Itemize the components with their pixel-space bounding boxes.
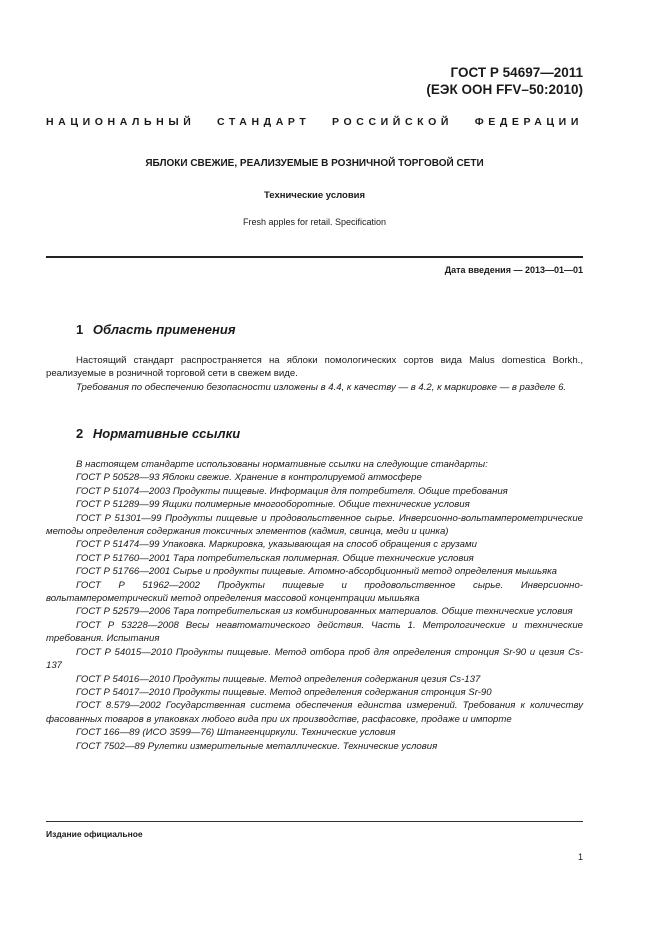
official-edition-label: Издание официальное	[46, 829, 143, 839]
gost-number: ГОСТ Р 54697—2011	[450, 65, 583, 80]
reference-item: ГОСТ Р 52579—2006 Тара потребительская из комбинированных материалов. Общие технические условия	[76, 606, 573, 618]
section-references	[46, 426, 583, 753]
reference-item: ГОСТ Р 50528—93 Яблоки свежие. Хранение в контролируемой атмосфере	[76, 472, 422, 484]
section-title: Нормативные ссылки	[92, 426, 241, 441]
reference-item: ГОСТ Р 51289—99 Ящики полимерные многооборотные. Общие технические условия	[76, 499, 470, 511]
section-heading	[46, 322, 583, 337]
reference-item: ГОСТ Р 54017—2010 Продукты пищевые. Метод определения содержания стронция Sr-90	[76, 686, 492, 698]
header-divider	[46, 256, 583, 258]
section-body	[46, 458, 583, 753]
reference-item: ГОСТ 7502—89 Рулетки измерительные металлические. Технические условия	[76, 740, 438, 752]
section-number: 1	[76, 322, 84, 337]
reference-item: ГОСТ Р 51766—2001 Сырье и продукты пищевые. Атомно-абсорбционный метод определения мышьяка	[76, 566, 558, 578]
reference-item: ГОСТ Р 54016—2010 Продукты пищевые. Метод определения содержания цезия Cs-137	[76, 673, 481, 685]
reference-item: ГОСТ Р 51301—99 Продукты пищевые и продовольственное сырье. Инверсионно-вольтамперометрические методы определения содержания токсичных элементов (кадмия, свинца, меди и цинка)	[46, 512, 583, 538]
national-standard-banner	[46, 116, 583, 128]
section-title: Область применения	[92, 322, 236, 337]
national-word-4: ФЕДЕРАЦИИ	[474, 116, 583, 128]
document-subtitle: Технические условия	[263, 190, 366, 201]
national-word-2: СТАНДАРТ	[217, 116, 311, 128]
reference-item: ГОСТ 166—89 (ИСО 3599—76) Штангенциркули. Технические условия	[76, 727, 396, 739]
reference-item: ГОСТ Р 51074—2003 Продукты пищевые. Информация для потребителя. Общие требования	[76, 485, 508, 497]
reference-item: ГОСТ 8.579—2002 Государственная система обеспечения единства измерений. Требования к количеству фасованных товаров в упаковках любого вида при их производстве, расфасовке, продаже и импорте	[46, 700, 583, 725]
paragraph: В настоящем стандарте использованы нормативные ссылки на следующие стандарты:	[76, 459, 488, 470]
national-word-3: РОССИЙСКОЙ	[332, 116, 454, 128]
reference-item: ГОСТ Р 51760—2001 Тара потребительская полимерная. Общие технические условия	[76, 552, 474, 564]
section-scope	[46, 322, 583, 394]
national-word-1: НАЦИОНАЛЬНЫЙ	[46, 116, 196, 128]
section-number: 2	[76, 426, 84, 441]
footer-divider	[46, 821, 583, 822]
introduction-date: Дата введения — 2013—01—01	[444, 265, 583, 275]
paragraph: Настоящий стандарт распространяется на яблоки помологических сортов вида Malus domestica Borkh., реализуемые в розничной торговой сети в свежем виде.	[46, 355, 583, 380]
gost-code-block	[426, 64, 583, 98]
document-title: ЯБЛОКИ СВЕЖИЕ, РЕАЛИЗУЕМЫЕ В РОЗНИЧНОЙ ТОРГОВОЙ СЕТИ	[145, 158, 484, 169]
page-number: 1	[577, 852, 583, 862]
reference-item: ГОСТ Р 54015—2010 Продукты пищевые. Метод отбора проб для определения стронция Sr-90 и цезия Cs-137	[46, 646, 583, 672]
reference-item: ГОСТ Р 51962—2002 Продукты пищевые и продовольственное сырье. Инверсионно-вольтамперометрический метод определения массовой концентрации мышьяка	[46, 579, 583, 605]
reference-item: ГОСТ Р 51474—99 Упаковка. Маркировка, указывающая на способ обращения с грузами	[76, 539, 477, 551]
eek-number: (ЕЭК ООН FFV–50:2010)	[426, 82, 583, 97]
section-heading	[46, 426, 583, 441]
reference-item: ГОСТ Р 53228—2008 Весы неавтоматического действия. Часть 1. Метрологические и технические требования. Испытания	[46, 619, 583, 645]
english-title: Fresh apples for retail. Specification	[242, 217, 387, 227]
paragraph: Требования по обеспечению безопасности изложены в 4.4, к качеству — в 4.2, к маркировке — в разделе 6.	[76, 381, 567, 393]
section-body	[46, 354, 583, 394]
